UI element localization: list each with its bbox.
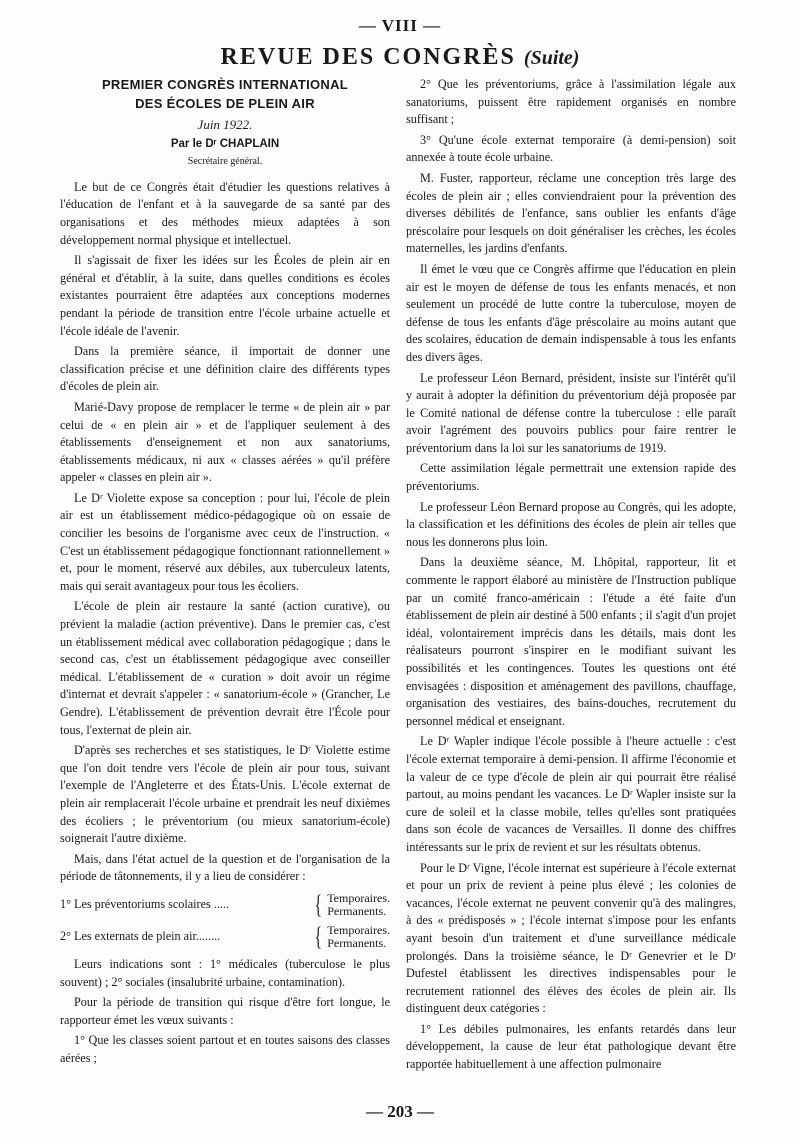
paragraph: Le professeur Léon Bernard, président, insiste sur l'intérêt qu'il y aurait à adopter la définition du préventorium déjà proposée par le Comité national de défense contre la tuberculose : elle paraît avoir l'agrément des pouvoirs publics pour faire rentrer le préventorium dans la loi sur les sanatoriums de 1919.	[406, 370, 736, 455]
paragraph: Dans la première séance, il importait de donner une classification précise et une définition claire des différents types d'écoles de plein air.	[60, 344, 390, 394]
paragraph: Dans la deuxième séance, M. Lhôpital, rapporteur, lit et commente le rapport élaboré au ministère de l'Instruction publique par un comité franco-américain : l'étude a été faite d'un établissement de plein air destiné à 500 enfants ; il s'agit d'un projet idéal, volontairement imprécis dans les détails, mais dont les réalisateurs pourront s'inspirer en le modifiant suivant les possibilités et les contingences. Toutes les questions ont été envisagées : disposition et aménagement des pavillons, chauffage, organisation des vestiaires, des bains-douches, recrutement du personnel médical et enseignant.	[406, 555, 736, 728]
paragraph: Le Dʳ Wapler indique l'école possible à l'heure actuelle : c'est l'école externat temporaire à demi-pension. Il affirme l'économie et la valeur de ce type d'école de plein air qui pourrait être réalisé partout, au moins pendant les vacances. Le Dʳ Wapler insiste sur la cure de soleil et la classe mobile, telles qu'elles sont pratiquées dans son école de vacances de Versailles. Il donne des chiffres intéressants sur le prix de revient et sur les résultats obtenus.	[406, 734, 736, 854]
paragraph: Pour la période de transition qui risque d'être fort longue, le rapporteur émet les vœux suivants :	[60, 995, 390, 1027]
paragraph: 2° Que les préventoriums, grâce à l'assimilation légale aux sanatoriums, puissent être rapidement organisés en nombre suffisant ;	[406, 77, 736, 127]
paragraph: Marié-Davy propose de remplacer le terme « de plein air » par celui de « en plein air » et de l'appliquer seulement à des établissements d'enseignement et non aux sanatoriums, établissements médicaux, ni aux « classes aérées » qu'il préfère appeler « classes en plein air ».	[60, 399, 390, 485]
paragraph: Pour le Dʳ Vigne, l'école internat est supérieure à l'école externat et pour un prix de revient à peine plus élevé ; les colonies de vacances, l'école externat ne peuvent convenir qu'à des malingres, à des « prédisposés » ; l'école internat s'impose pour les enfants ayant besoin d'un traitement et d'une surveillance médicale prolongés. Dans la troisième séance, le Dʳ Genevrier et le Dʳ Dufestel établissent les directives indispensables pour le recrutement rationnel des élèves des écoles de plein air. Ils distinguent deux catégories :	[406, 860, 736, 1016]
option-permanent: Permanents.	[327, 903, 387, 918]
brace-icon: {	[314, 921, 322, 951]
paragraph: Il émet le vœu que ce Congrès affirme que l'éducation en plein air est le moyen de défense de tous les enfants menacés, et non seulement un procédé de lutte contre la tuberculose, moyen de défense de tous les enfants d'âge préscolaire au moins autant que des scolaires, éducation de demain indispensable à tous les enfants des divers âges.	[406, 261, 736, 364]
paragraph: 1° Que les classes soient partout et en toutes saisons des classes aérées ;	[60, 1033, 390, 1065]
paragraph: L'école de plein air restaure la santé (action curative), ou prévient la maladie (action préventive). Dans le premier cas, c'est un établissement médical avec collaboration pédagogique ; dans le second cas, c'est un établissement pédagogique avec conseiller médical. L'établissement de « curation » doit avoir un régime d'internat et devrait s'appeler : « sanatorium-école » (Grancher, Le Gendre). L'établissement de prévention devrait être l'École pour tous, l'externat de plein air.	[60, 599, 390, 737]
classification-options	[327, 924, 390, 950]
paragraph: Le but de ce Congrès était d'étudier les questions relatives à l'éducation de l'enfant et à la sauvegarde de sa santé par des organisations et des méthodes mieux adaptées à son développement normal physique et intellectuel.	[60, 179, 390, 247]
paragraph: 1° Les débiles pulmonaires, les enfants retardés dans leur développement, la cause de leur état pathologique devant être rapportée habituellement à une affection pulmonaire	[406, 1021, 736, 1072]
classification-label: 2° Les externats de plein air........	[60, 929, 221, 944]
right-column	[406, 76, 736, 1077]
classification-label: 1° Les préventoriums scolaires .....	[60, 897, 230, 912]
classification-item	[60, 921, 390, 951]
classification-item	[60, 889, 390, 919]
article-author: Par le Dʳ CHAPLAIN	[170, 137, 280, 150]
journal-title-bar	[0, 44, 800, 71]
option-temporary: Temporaires.	[327, 890, 390, 905]
option-temporary: Temporaires.	[327, 922, 390, 937]
paragraph: Le professeur Léon Bernard propose au Congrès, qui les adopte, la classification et les définitions des écoles de plein air telles que nous les donnerons plus loin.	[406, 499, 736, 549]
paragraph: Leurs indications sont : 1° médicales (tuberculose le plus souvent) ; 2° sociales (insalubrité urbaine, contamination).	[60, 956, 390, 989]
article-title-line1: PREMIER CONGRÈS INTERNATIONAL	[101, 77, 349, 92]
paragraph: Il s'agissait de fixer les idées sur les Écoles de plein air en général et d'établir, à la suite, dans quelles conditions es écoles existantes pourraient être adaptées aux conceptions modernes pendant la période de transition entre l'école urbaine actuelle et l'école idéale de l'avenir.	[60, 253, 390, 338]
brace-icon: {	[314, 889, 322, 919]
paragraph: Mais, dans l'état actuel de la question et de l'organisation de la période de tâtonnements, il y a lieu de considérer :	[60, 851, 390, 884]
article-date: Juin 1922.	[197, 117, 253, 132]
page-number: — 203 —	[366, 1102, 434, 1121]
left-column	[60, 76, 390, 1071]
section-number: — VIII —	[358, 16, 442, 35]
paragraph: M. Fuster, rapporteur, réclame une conception très large des écoles de plein air ; elles conviendraient pour la prévention des diverses débilités de l'enfance, sans oublier les enfants d'âge préscolaire pour lesquels on doit généraliser les crèches, les écoles maternelles, les jardins d'enfants.	[406, 170, 736, 256]
paragraph: Le Dʳ Violette expose sa conception : pour lui, l'école de plein air est un établissement médico-pédagogique où on essaie de concilier les besoins de l'organisme avec ceux de l'instruction. « C'est un établissement pédagogique fonctionnant rationnellement » et, pour le moment, réservé aux débiles, aux tuberculeux latents, mais qui serait avantageux pour tous les écoliers.	[60, 490, 390, 593]
paragraph: Cette assimilation légale permettrait une extension rapide des préventoriums.	[406, 461, 736, 494]
article-title-line2: DES ÉCOLES DE PLEIN AIR	[135, 96, 315, 111]
paragraph: D'après ses recherches et ses statistiques, le Dʳ Violette estime que l'on doit tendre vers l'école de plein air pour tous, suivant l'exemple de l'Angleterre et des États-Unis. L'école externat de plein air remplacerait l'école urbaine et prendrait les neuf dixièmes des écoliers ; le préventorium (ou mieux sanatorium-école) soignerait l'autre dixième.	[60, 743, 390, 846]
author-role: Secrétaire général.	[187, 156, 263, 168]
paragraph: 3° Qu'une école externat temporaire (à demi-pension) soit annexée à toute école urbaine.	[406, 132, 736, 165]
journal-suite: (Suite)	[523, 47, 580, 69]
classification-options	[327, 892, 390, 918]
journal-title: REVUE DES CONGRÈS	[220, 44, 516, 70]
option-permanent: Permanents.	[327, 935, 387, 950]
